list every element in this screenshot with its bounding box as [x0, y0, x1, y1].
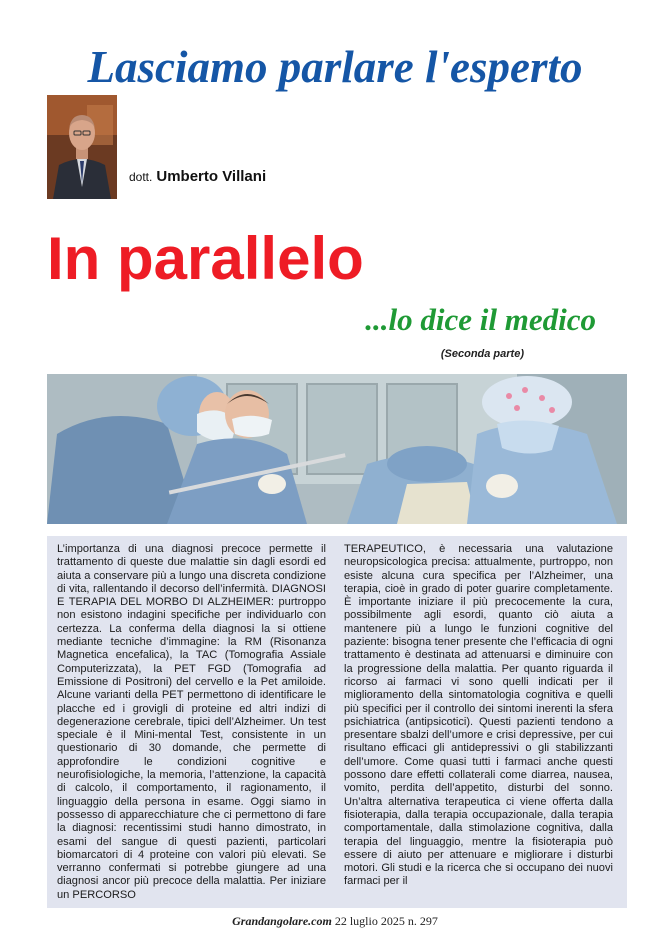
- author-name: Umberto Villani: [156, 168, 267, 185]
- article-column-right: TERAPEUTICO, è necessaria una valutazione neuropsicologica precisa: attualmente, purtroppo, non esiste alcuna cura specifica per l’Alzheimer, una terapia, cioè in grado di poter guarire completamente. È importante iniziare il più precocemente la cura, possibilmente agli esordi, quanto ciò aiuta a mantenere più a lungo le funzioni cognitive del paziente: bisogna tener presente che l’efficacia di ogni trattamento è destinata ad attenuarsi e diminuire con la progressione della malattia. Per quanto riguarda il ricorso ai farmaci vi sono quelli indicati per il miglioramento della sintomatologia cognitiva e quelli più specifici per il controllo dei sintomi inerenti la sfera psichiatrica (antipsicotici). Questi pazienti tendono a presentare sbalzi dell’umore e crisi depressive, per cui risultano efficaci gli antidepressivi o gli stabilizzanti dell’umore. Come quasi tutti i farmaci anche questi possono dare effetti collaterali come diarrea, nausea, vomito, perdita dell’appetito, disturbi del sonno. Un’altra alternativa terapeutica ci viene offerta dalla fisioterapia, dalla terapia occupazionale, dalla terapia comportamentale, dalla stimolazione cognitiva, dalla terapia del linguaggio, mentre la fisioterapia può essere di aiuto per attenuare e migliorare i disturbi motori. Gli studi e la ricerca che si occupano dei nuovi farmaci per il: [344, 543, 613, 888]
- footer-issue: 22 luglio 2025 n. 297: [334, 914, 438, 928]
- article-title: In parallelo: [47, 225, 364, 292]
- surgery-scene: [47, 374, 627, 524]
- article-part-label: (Seconda parte): [440, 348, 524, 360]
- page-header-title: Lasciamo parlare l'esperto: [87, 42, 583, 92]
- article-body: [47, 536, 627, 908]
- article-subtitle: ...lo dice il medico: [365, 302, 596, 337]
- author-photo: [47, 95, 117, 199]
- page-footer: [0, 914, 670, 929]
- article-column-left: L’importanza di una diagnosi precoce permette il trattamento di queste due malattie sin dagli esordi ed aiuta a conservare più a lungo una discreta condizione di vita, rallentando il decorso dell’infermità. DIAGNOSI E TERAPIA DEL MORBO DI ALZHEIMER: purtroppo non esistono indagini specifiche per individuarlo con certezza. La conferma della diagnosi la si ottiene mediante tecniche d’immagine: la RM (Risonanza Magnetica encefalica), la TAC (Tomografia Assiale Computerizzata), la PET FGD (Tomografia ad Emissione di Positroni) del cervello e la Pet amiloide. Alcune varianti della PET permettono di identificare le placche ed i grovigli di proteine ed altri indizi di degenerazione cerebrale, tipici dell’Alzheimer. Un test speciale è il Mini-mental Test, consistente in un questionario di 30 domande, che permette di approfondire le condizioni cognitive e neurofisiologiche, la memoria, l’attenzione, la capacità di calcolo, il comportamento, il ragionamento, il linguaggio della persona in esame. Oggi siamo in possesso di apparecchiature che ci permettono di fare la diagnosi: recentissimi studi hanno dimostrato, in esami del sangue di questi pazienti, particolari biomarcatori di 4 proteine con valori più elevati. Se verranno confermati si potrebbe giungere ad una diagnosi ancor più precoce della malattia. Per iniziare un PERCORSO: [57, 543, 326, 901]
- hero-image: [47, 374, 627, 524]
- author-prefix: dott.: [129, 170, 153, 184]
- author-byline: [129, 168, 266, 186]
- portrait-image: [47, 95, 117, 199]
- footer-site-name: Grandangolare.com: [232, 914, 332, 928]
